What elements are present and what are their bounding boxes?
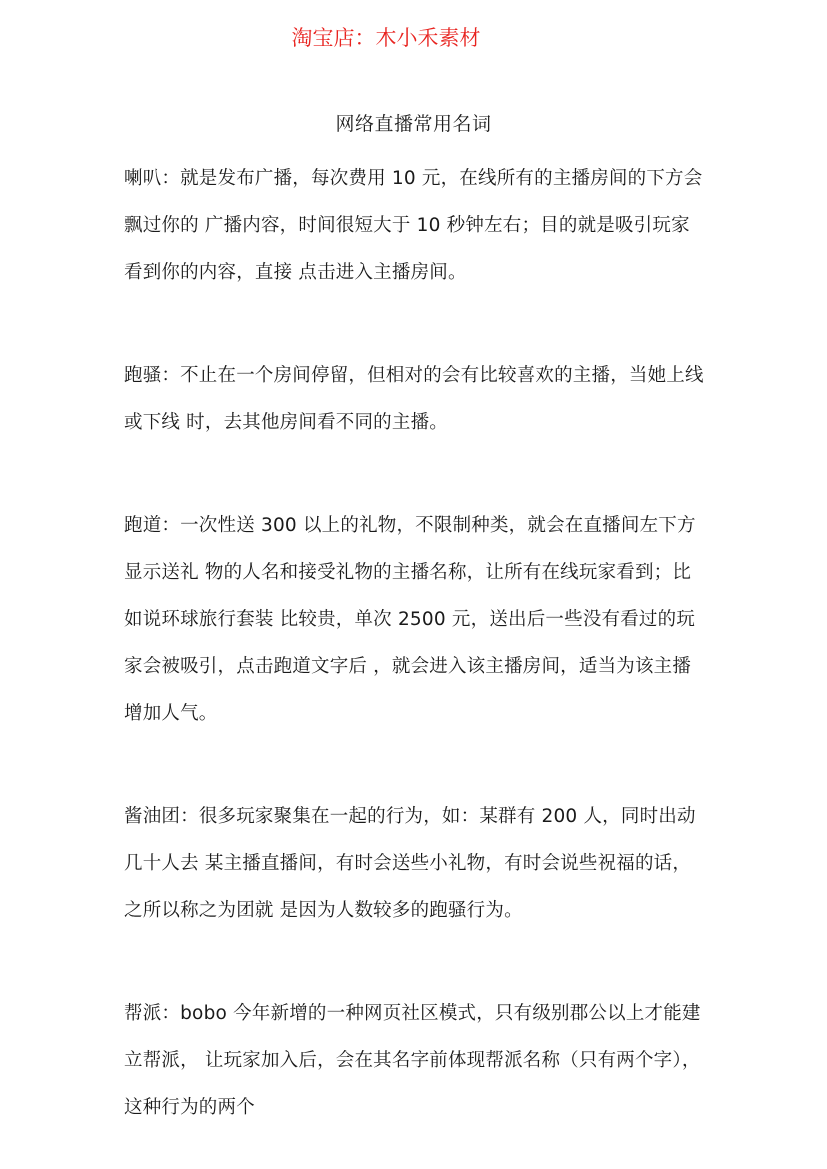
- entry-term: 跑骚：: [124, 365, 181, 386]
- entry-text: 不止在一个房间停留，但相对的会有比较喜欢的主播，当她上线或下线 时，去其他房间看不同的主播。: [124, 365, 704, 433]
- entry-text: bobo 今年新增的一种网页社区模式，只有级别郡公以上才能建立帮派， 让玩家加入后，会在其名字前体现帮派名称（只有两个字），这种行为的两个: [124, 1003, 701, 1118]
- entry-term: 帮派：: [124, 1003, 181, 1024]
- entry-term: 跑道：: [124, 515, 181, 536]
- entry-term: 酱油团：: [124, 806, 199, 827]
- entry-paragraph: [124, 793, 706, 934]
- entry-paragraph: [124, 990, 706, 1131]
- entry-paragraph: [124, 352, 706, 446]
- document-body: [124, 155, 706, 1131]
- entry-term: 喇叭：: [124, 168, 181, 189]
- entry-text: 一次性送 300 以上的礼物，不限制种类，就会在直播间左下方显示送礼 物的人名和接受礼物的主播名称，让所有在线玩家看到；比如说环球旅行套装 比较贵，单次 2500 元，送出后一些没有看过的玩家会被吸引，点击跑道文字后 ，就会进入该主播房间，适当为该主播增加人气。: [124, 515, 696, 724]
- entry-paragraph: [124, 155, 706, 296]
- shop-watermark-header: 淘宝店：木小禾素材: [291, 26, 481, 50]
- document-title: 网络直播常用名词: [335, 113, 492, 135]
- entry-paragraph: [124, 502, 706, 737]
- entry-text: 很多玩家聚集在一起的行为，如：某群有 200 人，同时出动几十人去 某主播直播间，有时会送些小礼物，有时会说些祝福的话，之所以称之为团就 是因为人数较多的跑骚行为。: [124, 806, 696, 921]
- entry-text: 就是发布广播，每次费用 10 元，在线所有的主播房间的下方会飘过你的 广播内容，时间很短大于 10 秒钟左右；目的就是吸引玩家看到你的内容，直接 点击进入主播房间。: [124, 168, 703, 283]
